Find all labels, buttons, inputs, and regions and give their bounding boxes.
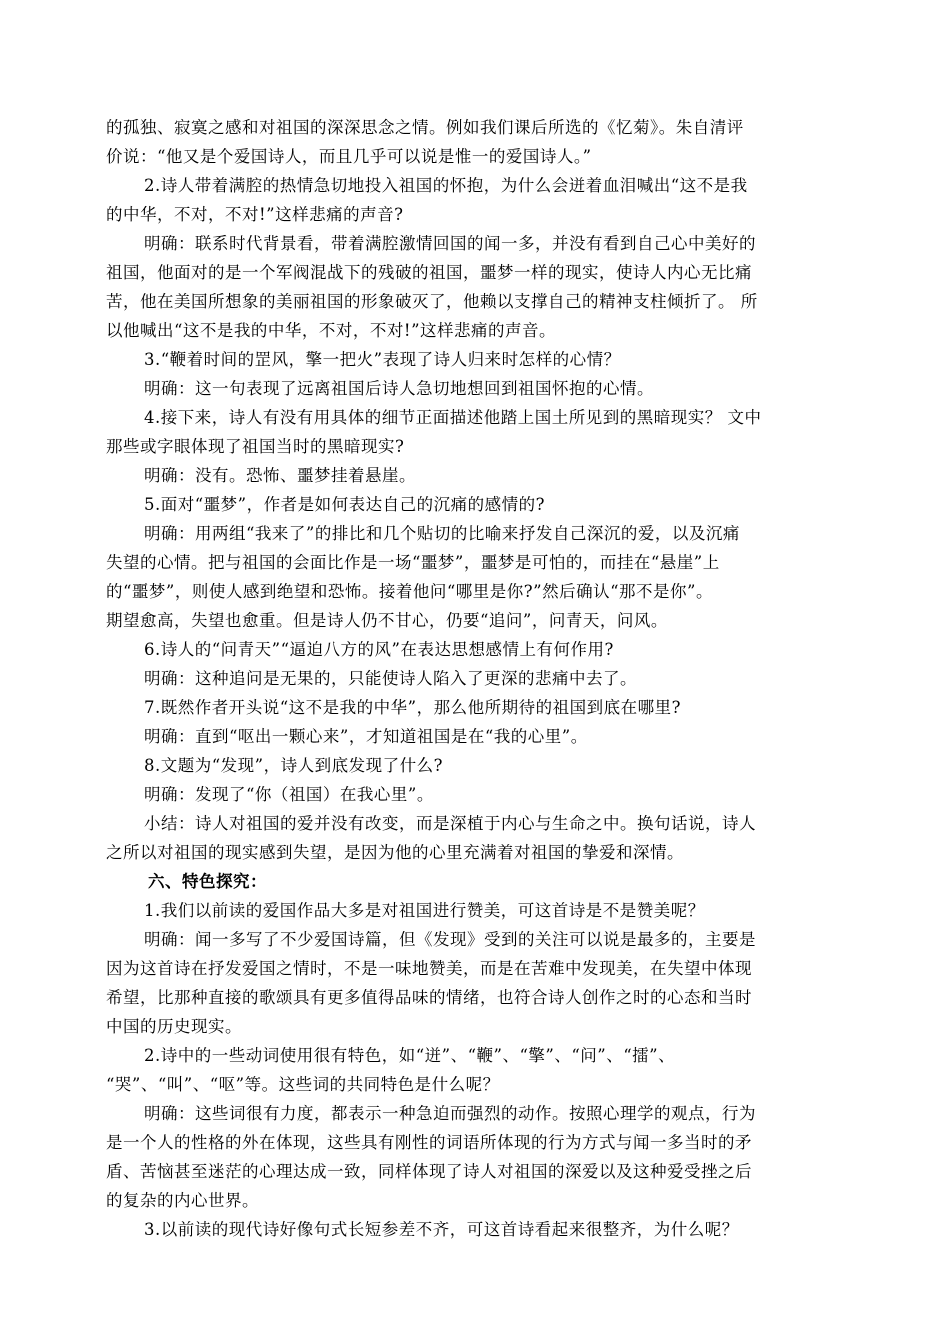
section-heading: 六、特色探究： [148, 872, 267, 891]
text-line: 中国的历史现实。 [106, 1017, 242, 1036]
text-line: 小结：诗人对祖国的爱并没有改变，而是深植于内心与生命之中。换句话说，诗人 [144, 814, 756, 833]
text-line: 祖国，他面对的是一个军阀混战下的残破的祖国，噩梦一样的现实，使诗人内心无比痛 [106, 263, 752, 282]
text-line: 明确：用两组“我来了”的排比和几个贴切的比喻来抒发自己深沉的爱，以及沉痛 [144, 524, 740, 543]
text-line: 盾、苦恼甚至迷茫的心理达成一致，同样体现了诗人对祖国的深爱以及这种爱受挫之后 [106, 1162, 752, 1181]
text-line: 6.诗人的“问青天”“逼迫八方的风”在表达思想感情上有何作用? [144, 640, 614, 659]
text-line: 明确：联系时代背景看，带着满腔激情回国的闻一多，并没有看到自己心中美好的 [144, 234, 756, 253]
text-line: 期望愈高，失望也愈重。但是诗人仍不甘心，仍要“追问”，问青天，问风。 [106, 611, 668, 630]
text-line: 价说：“他又是个爱国诗人，而且几乎可以说是惟一的爱国诗人。” [106, 147, 592, 166]
text-line: 明确：没有。恐怖、噩梦挂着悬崖。 [144, 466, 416, 485]
text-line: 4.接下来，诗人有没有用具体的细节正面描述他踏上国土所见到的黑暗现实？ 文中 [144, 408, 762, 427]
text-line: 明确：直到“呕出一颗心来”，才知道祖国是在“我的心里”。 [144, 727, 588, 746]
text-line: 7.既然作者开头说“这不是我的中华”，那么他所期待的祖国到底在哪里? [144, 698, 681, 717]
text-line: 之所以对祖国的现实感到失望，是因为他的心里充满着对祖国的挚爱和深情。 [106, 843, 684, 862]
text-line: 2.诗人带着满腔的热情急切地投入祖国的怀抱，为什么会迸着血泪喊出“这不是我 [144, 176, 748, 195]
text-line: “哭”、“叫”、“呕”等。这些词的共同特色是什么呢？ [106, 1075, 500, 1094]
text-line: 明确：闻一多写了不少爱国诗篇，但《发现》受到的关注可以说是最多的，主要是 [144, 930, 756, 949]
text-line: 失望的心情。把与祖国的会面比作是一场“噩梦”，噩梦是可怕的，而挂在“悬崖”上 [106, 553, 720, 572]
text-line: 明确：发现了“你（祖国）在我心里”。 [144, 785, 434, 804]
text-line: 3.“鞭着时间的罡风，擎一把火”表现了诗人归来时怎样的心情？ [144, 350, 621, 369]
text-line: 明确：这些词很有力度，都表示一种急迫而强烈的动作。按照心理学的观点，行为 [144, 1104, 756, 1123]
text-line: 的孤独、寂寞之感和对祖国的深深思念之情。例如我们课后所选的《忆菊》。朱自清评 [106, 118, 744, 137]
text-line: 明确：这种追问是无果的，只能使诗人陷入了更深的悲痛中去了。 [144, 669, 637, 688]
text-line: 1.我们以前读的爱国作品大多是对祖国进行赞美，可这首诗是不是赞美呢？ [144, 901, 705, 920]
text-line: 苦，他在美国所想象的美丽祖国的形象破灭了，他赖以支撑自己的精神支柱倾折了。 所 [106, 292, 758, 311]
text-line: 因为这首诗在抒发爱国之情时，不是一味地赞美，而是在苦难中发现美，在失望中体现 [106, 959, 752, 978]
text-line: 的“噩梦”，则使人感到绝望和恐怖。接着他问“哪里是你?”然后确认“那不是你”。 [106, 582, 713, 601]
text-line: 是一个人的性格的外在体现，这些具有刚性的词语所体现的行为方式与闻一多当时的矛 [106, 1133, 752, 1152]
text-line: 的复杂的内心世界。 [106, 1191, 259, 1210]
text-line: 希望，比那种直接的歌颂具有更多值得品味的情绪，也符合诗人创作之时的心态和当时 [106, 988, 752, 1007]
text-line: 的中华，不对，不对!”这样悲痛的声音? [106, 205, 404, 224]
text-line: 明确：这一句表现了远离祖国后诗人急切地想回到祖国怀抱的心情。 [144, 379, 654, 398]
text-line: 2.诗中的一些动词使用很有特色，如“迸”、“鞭”、“擎”、“问”、“擂”、 [144, 1046, 676, 1065]
text-line: 以他喊出“这不是我的中华，不对，不对!”这样悲痛的声音。 [106, 321, 557, 340]
text-line: 3.以前读的现代诗好像句式长短参差不齐，可这首诗看起来很整齐，为什么呢？ [144, 1220, 739, 1239]
text-line: 5.面对“噩梦”，作者是如何表达自己的沉痛的感情的? [144, 495, 545, 514]
text-line: 8.文题为“发现”，诗人到底发现了什么? [144, 756, 443, 775]
document-body [106, 113, 842, 1244]
text-line: 那些或字眼体现了祖国当时的黑暗现实? [106, 437, 405, 456]
